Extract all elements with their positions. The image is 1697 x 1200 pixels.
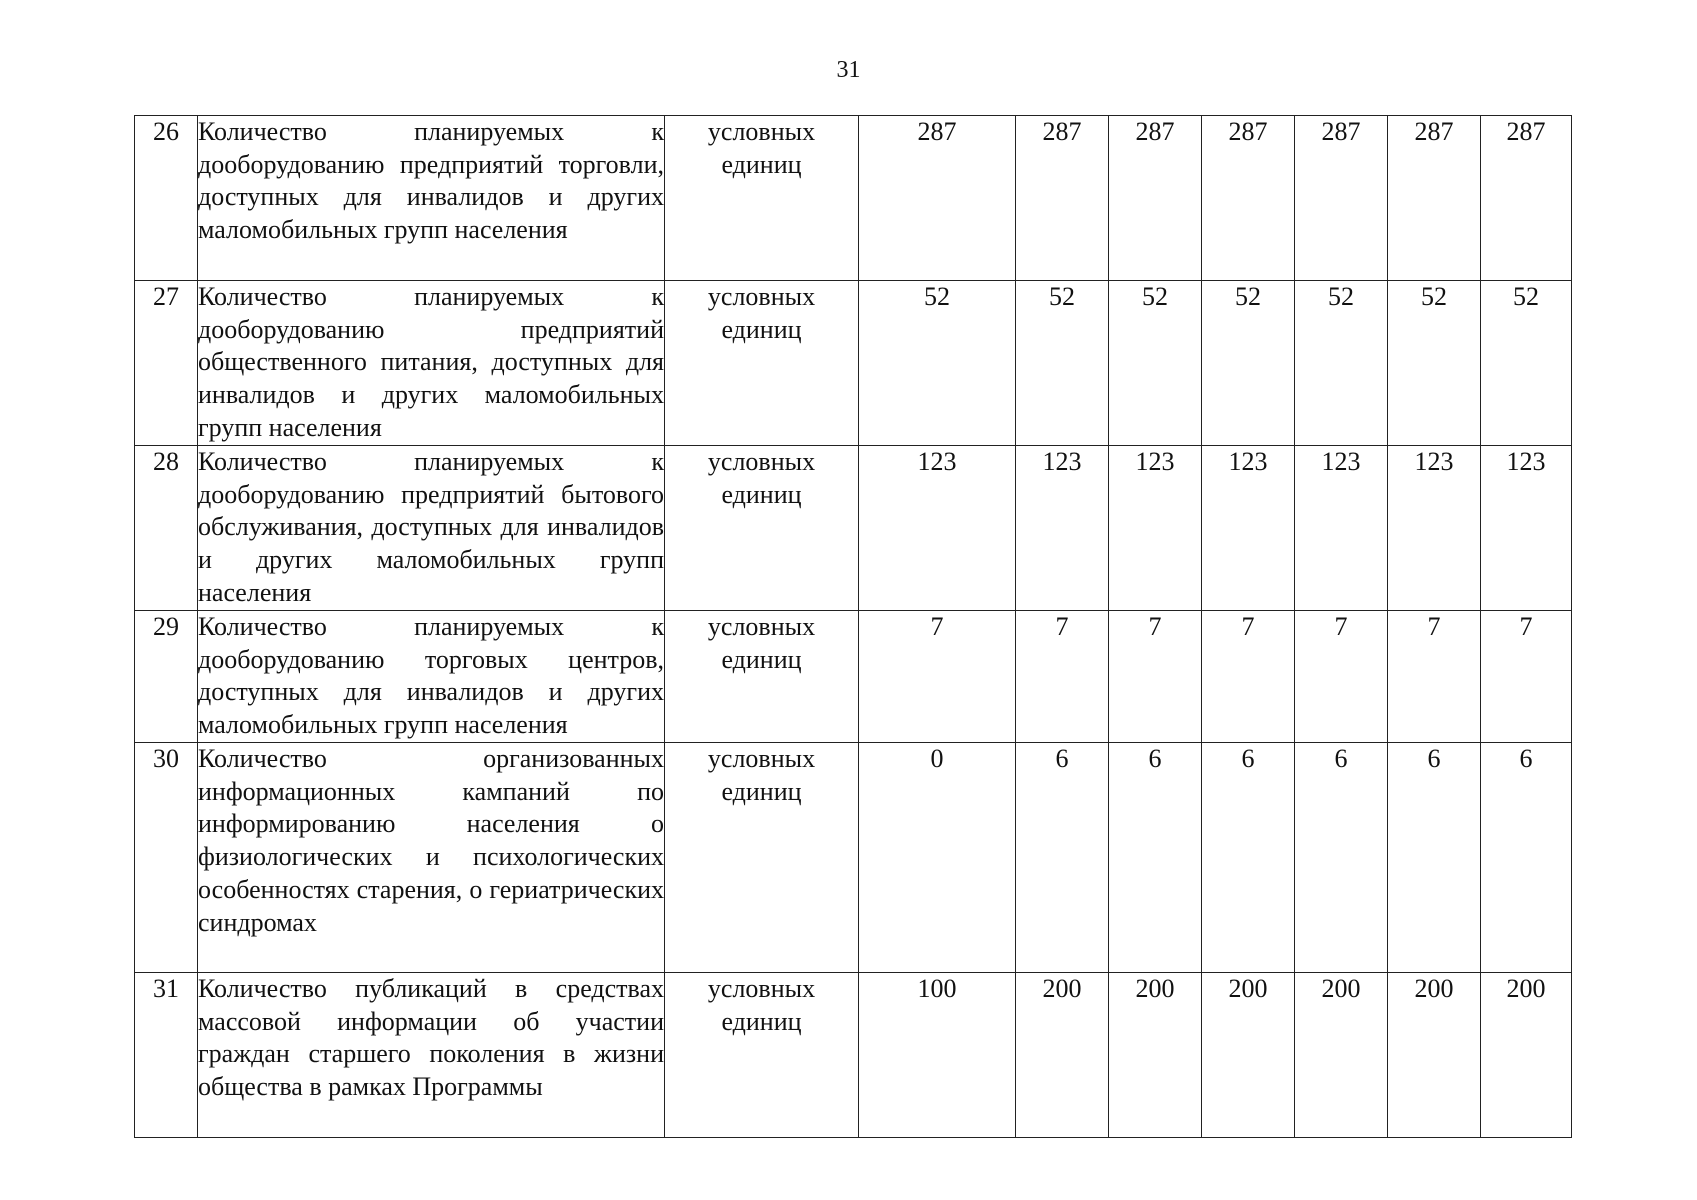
- value-cell: 6: [1481, 743, 1572, 973]
- value-cell: 287: [1109, 116, 1202, 281]
- value-cell: 123: [859, 446, 1016, 611]
- indicator-name: Количество планируемых к дооборудованию торговых центров, доступных для инвалидов и других маломобильных групп населения: [198, 611, 665, 743]
- row-number: 28: [135, 446, 198, 611]
- value-cell: 6: [1202, 743, 1295, 973]
- indicators-table: [134, 115, 1572, 1138]
- value-cell: 7: [1388, 611, 1481, 743]
- unit-cell: условных единиц: [665, 446, 859, 611]
- unit-cell: условных единиц: [665, 116, 859, 281]
- indicator-name: Количество организованных информационных кампаний по информированию населения о физиологических и психологических особенностях старения, о гериатрических синдромах: [198, 743, 665, 973]
- value-cell: 287: [1202, 116, 1295, 281]
- value-cell: 52: [1295, 281, 1388, 446]
- table-row: [135, 116, 1572, 281]
- value-cell: 6: [1016, 743, 1109, 973]
- unit-cell: условных единиц: [665, 743, 859, 973]
- value-cell: 287: [1388, 116, 1481, 281]
- value-cell: 52: [1388, 281, 1481, 446]
- value-cell: 100: [859, 973, 1016, 1138]
- value-cell: 6: [1109, 743, 1202, 973]
- value-cell: 287: [1295, 116, 1388, 281]
- value-cell: 123: [1109, 446, 1202, 611]
- table-row: [135, 973, 1572, 1138]
- value-cell: 287: [859, 116, 1016, 281]
- value-cell: 7: [859, 611, 1016, 743]
- value-cell: 6: [1295, 743, 1388, 973]
- row-number: 31: [135, 973, 198, 1138]
- value-cell: 200: [1202, 973, 1295, 1138]
- value-cell: 52: [859, 281, 1016, 446]
- value-cell: 123: [1481, 446, 1572, 611]
- unit-cell: условных единиц: [665, 611, 859, 743]
- value-cell: 287: [1016, 116, 1109, 281]
- value-cell: 123: [1016, 446, 1109, 611]
- value-cell: 7: [1109, 611, 1202, 743]
- value-cell: 123: [1202, 446, 1295, 611]
- table-row: [135, 743, 1572, 973]
- value-cell: 287: [1481, 116, 1572, 281]
- row-number: 30: [135, 743, 198, 973]
- value-cell: 200: [1388, 973, 1481, 1138]
- value-cell: 52: [1016, 281, 1109, 446]
- row-number: 29: [135, 611, 198, 743]
- value-cell: 123: [1388, 446, 1481, 611]
- indicator-name: Количество планируемых к дооборудованию предприятий торговли, доступных для инвалидов и других маломобильных групп населения: [198, 116, 665, 281]
- table-row: [135, 281, 1572, 446]
- value-cell: 7: [1481, 611, 1572, 743]
- value-cell: 6: [1388, 743, 1481, 973]
- table-row: [135, 446, 1572, 611]
- unit-cell: условных единиц: [665, 973, 859, 1138]
- value-cell: 200: [1481, 973, 1572, 1138]
- indicator-name: Количество планируемых к дооборудованию предприятий бытового обслуживания, доступных для инвалидов и других маломобильных групп населения: [198, 446, 665, 611]
- row-number: 27: [135, 281, 198, 446]
- value-cell: 7: [1016, 611, 1109, 743]
- page-number: 31: [836, 57, 861, 83]
- value-cell: 200: [1016, 973, 1109, 1138]
- value-cell: 52: [1481, 281, 1572, 446]
- value-cell: 52: [1109, 281, 1202, 446]
- value-cell: 200: [1109, 973, 1202, 1138]
- row-number: 26: [135, 116, 198, 281]
- indicator-name: Количество планируемых к дооборудованию предприятий общественного питания, доступных для инвалидов и других маломобильных групп населения: [198, 281, 665, 446]
- value-cell: 123: [1295, 446, 1388, 611]
- value-cell: 7: [1295, 611, 1388, 743]
- value-cell: 0: [859, 743, 1016, 973]
- table-row: [135, 611, 1572, 743]
- unit-cell: условных единиц: [665, 281, 859, 446]
- value-cell: 52: [1202, 281, 1295, 446]
- indicator-name: Количество публикаций в средствах массовой информации об участии граждан старшего поколения в жизни общества в рамках Программы: [198, 973, 665, 1138]
- table-body: [135, 116, 1572, 1138]
- value-cell: 200: [1295, 973, 1388, 1138]
- value-cell: 7: [1202, 611, 1295, 743]
